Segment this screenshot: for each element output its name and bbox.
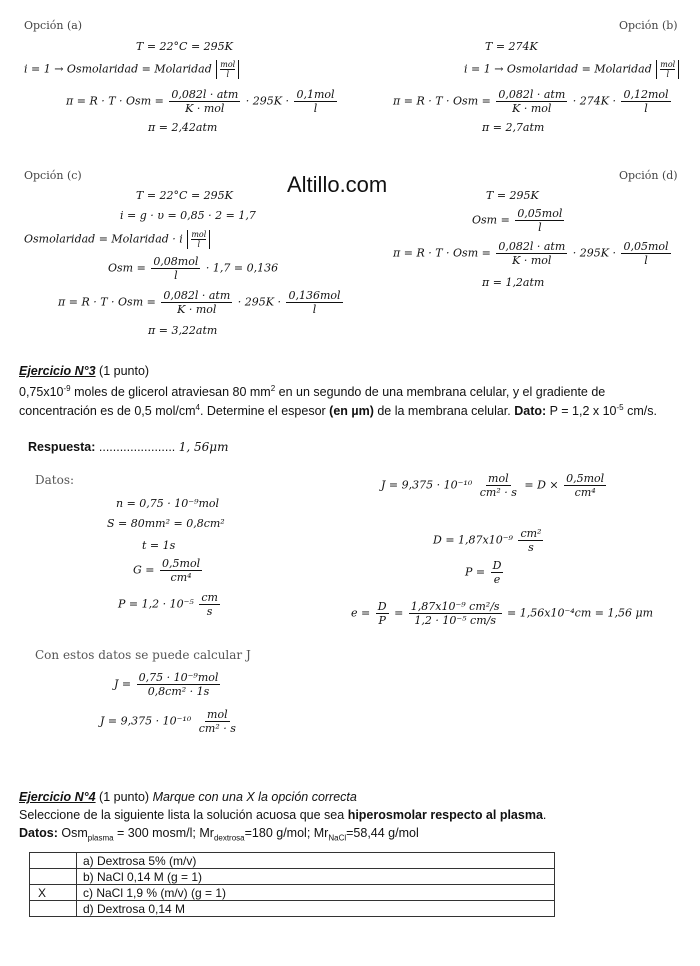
option-a-mid: · 295K ·	[245, 94, 289, 108]
option-c-mid: · 295K ·	[237, 295, 281, 309]
option-a-label: Opción (a)	[24, 19, 83, 32]
calc-j2: J = 9,375 · 10⁻¹⁰ $\frac{\text{mol}}{\text{cm² · s}}$	[100, 708, 236, 735]
option-b-line2-text: i = 1 → Osmolaridad = Molaridad	[464, 62, 652, 76]
exercise-3-statement-line1: $0,75x10^{-9}$ moles de glicerol atraviesan 80 $mm^2$ en un segundo de una membrana celular, y el gradiente de	[19, 384, 606, 400]
option-c-osm-pre: Osm =	[108, 261, 146, 275]
option-c-unit: mol l	[187, 230, 210, 249]
options-table	[29, 852, 555, 917]
option-c-eq-pre: π = R · T · Osm =	[58, 295, 156, 309]
option-a-line3	[66, 88, 339, 115]
option-d-frac2: $\frac{\text{0,05mol}}{l}$	[623, 240, 669, 267]
option-c-line3	[24, 230, 211, 249]
option-a-frac1: $\frac{\text{0,082l · atm}}{\text{K · mol}}$	[171, 88, 239, 115]
option-a-line1: T = 22°C = 295K	[136, 40, 233, 53]
option-c-result: π = 3,22atm	[148, 324, 218, 337]
option-mark-cell[interactable]	[30, 901, 77, 917]
option-d-line1: T = 295K	[486, 189, 539, 202]
exercise-4-instruction: Marque con una X la opción correcta	[152, 790, 357, 804]
option-a-frac2: $\frac{\text{0,1mol}}{l}$	[296, 88, 335, 115]
exercise-4-data: Datos: Osm$_{plasma}$ = 300 mosm/l; $Mr_{dextrosa}=180$ g/mol; $Mr_{NaCl}=58,44$ g/mol	[19, 826, 419, 843]
option-text-cell: b) NaCl 0,14 M (g = 1)	[77, 869, 555, 885]
option-a-result: π = 2,42atm	[148, 121, 218, 134]
exercise-3-heading	[19, 364, 149, 378]
option-c-osm-post: · 1,7 = 0,136	[205, 261, 279, 275]
option-c-line1: T = 22°C = 295K	[136, 189, 233, 202]
dato-s: S = 80mm² = 0,8cm²	[107, 517, 225, 530]
answer-dots: ......................	[98, 440, 176, 454]
option-d-osm-frac: $\frac{\text{0,05mol}}{l}$	[517, 207, 563, 234]
option-b-frac2: $\frac{\text{0,12mol}}{l}$	[623, 88, 669, 115]
option-mark-cell[interactable]	[30, 869, 77, 885]
option-a-unit: mol l	[216, 60, 239, 79]
option-d-eq-pre: π = R · T · Osm =	[393, 246, 491, 260]
exercise-3-answer	[28, 440, 228, 454]
option-text-cell: c) NaCl 1,9 % (m/v) (g = 1)	[77, 885, 555, 901]
option-mark-cell[interactable]: X	[30, 885, 77, 901]
option-b-mid: · 274K ·	[572, 94, 616, 108]
option-d-frac1: $\frac{\text{0,082l · atm}}{\text{K · mol}}$	[498, 240, 566, 267]
option-b-eq-pre: π = R · T · Osm =	[393, 94, 491, 108]
result-d: D = 1,87x10⁻⁹ $\frac{\text{cm²}}{s}$	[433, 527, 542, 554]
option-d-result: π = 1,2atm	[482, 276, 545, 289]
calc-label: Con estos datos se puede calcular J	[35, 648, 251, 662]
exercise-3-points: (1 punto)	[99, 364, 150, 378]
option-d-line2	[472, 207, 566, 234]
exercise-3-statement-line2: concentración es de 0,5 mol/$cm^4$. Determine el espesor (en µm) de la membrana celular. Dato: P = 1,2 x $10^{-5}$ cm/s.	[19, 403, 657, 419]
option-d-osm-pre: Osm =	[472, 213, 510, 227]
option-b-unit: mol l	[656, 60, 679, 79]
calc-j1: J = $\frac{\text{0,75 · 10⁻⁹mol}}{\text{0,8cm² · 1s}}$	[114, 671, 219, 698]
datos-label: Datos:	[35, 473, 75, 487]
option-a-line2-text: i = 1 → Osmolaridad = Molaridad	[24, 62, 212, 76]
option-b-line1: T = 274K	[485, 40, 538, 53]
option-c-line2: i = g · υ = 0,85 · 2 = 1,7	[120, 209, 256, 222]
option-a-line2	[24, 60, 240, 79]
exercise-4-points: (1 punto)	[99, 790, 150, 804]
option-d-line3	[393, 240, 673, 267]
option-row[interactable]	[30, 885, 555, 901]
option-b-frac1: $\frac{\text{0,082l · atm}}{\text{K · mol}}$	[498, 88, 566, 115]
option-text-cell: d) Dextrosa 0,14 M	[77, 901, 555, 917]
dato-p: P = 1,2 · 10⁻⁵ $\frac{cm}{s}$	[118, 591, 218, 618]
exercise-4-title: Ejercicio N°4	[19, 790, 96, 804]
option-c-frac1: $\frac{\text{0,082l · atm}}{\text{K · mol}}$	[163, 289, 231, 316]
option-d-label: Opción (d)	[619, 169, 678, 182]
option-c-line3-text: Osmolaridad = Molaridad · i	[24, 232, 183, 246]
dato-g: G = $\frac{\text{0,5mol}}{\text{cm⁴}}$	[133, 557, 201, 584]
option-b-line2	[464, 60, 680, 79]
answer-value: 1, 56μm	[178, 440, 229, 454]
option-b-line3	[393, 88, 673, 115]
option-d-mid: · 295K ·	[572, 246, 616, 260]
answer-label: Respuesta:	[28, 440, 96, 454]
exercise-4-question: Seleccione de la siguiente lista la solución acuosa que sea hiperosmolar respecto al plasma.	[19, 808, 547, 822]
result-p: P = $\frac{D}{e}$	[465, 559, 502, 586]
result-e: e = $\frac{D}{P}$ = $\frac{\text{1,87x10⁻⁹ cm²/s}}{\text{1,2 · 10⁻⁵ cm/s}}$ = 1,56x10⁻⁴cm = 1,56 μm	[351, 600, 654, 627]
option-row[interactable]	[30, 901, 555, 917]
option-text-cell: a) Dextrosa 5% (m/v)	[77, 853, 555, 869]
dato-t: t = 1s	[142, 539, 176, 552]
exercise-4-heading	[19, 790, 357, 804]
option-row[interactable]	[30, 869, 555, 885]
option-b-label: Opción (b)	[619, 19, 678, 32]
option-c-osm-frac: $\frac{\text{0,08mol}}{l}$	[153, 255, 199, 282]
option-c-frac2: $\frac{\text{0,136mol}}{l}$	[288, 289, 341, 316]
exercise-3-title: Ejercicio N°3	[19, 364, 96, 378]
option-c-label: Opción (c)	[24, 169, 82, 182]
watermark: Altillo.com	[287, 172, 388, 197]
option-a-eq-pre: π = R · T · Osm =	[66, 94, 164, 108]
option-mark-cell[interactable]	[30, 853, 77, 869]
option-c-line5	[58, 289, 345, 316]
result-j: J = 9,375 · 10⁻¹⁰ $\frac{\text{mol}}{\text{cm² · s}}$ = D × $\frac{\text{0,5mol}}{\text{cm⁴}}$	[381, 472, 605, 499]
option-row[interactable]	[30, 853, 555, 869]
option-c-line4	[108, 255, 278, 282]
option-b-result: π = 2,7atm	[482, 121, 545, 134]
dato-n: n = 0,75 · 10⁻⁹mol	[116, 497, 220, 510]
